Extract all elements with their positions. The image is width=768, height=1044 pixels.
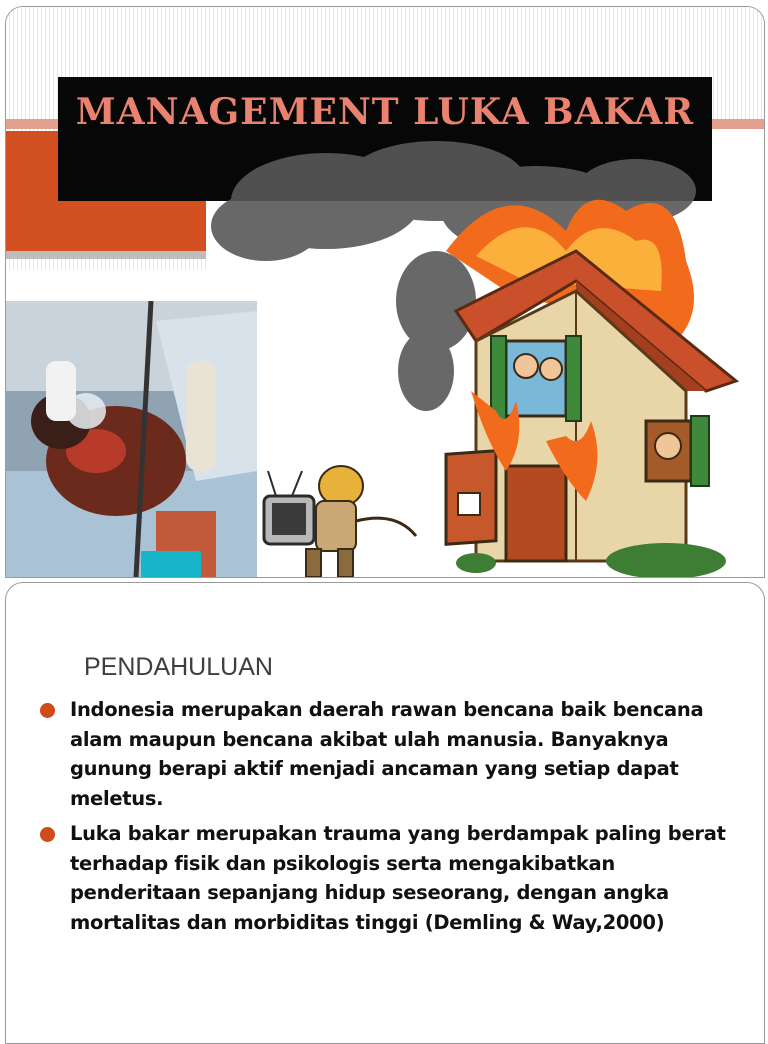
bullet-dot-icon: [40, 703, 55, 718]
list-item: [40, 819, 740, 937]
slide-title: MANAGEMENT LUKA BAKAR: [75, 91, 695, 133]
bullet-text: Luka bakar merupakan trauma yang berdampak paling berat terhadap fisik dan psikologis serta mengakibatkan penderitaan sepanjang hidup seseorang, dengan angka mortalitas dan morbiditas tinggi (Demling & Way,2000): [70, 822, 726, 934]
bullet-list: [40, 695, 740, 943]
content-slide: [5, 582, 765, 1044]
bullet-text: Indonesia merupakan daerah rawan bencana baik bencana alam maupun bencana akibat ulah manusia. Banyaknya gunung berapi aktif menjadi ancaman yang setiap dapat meletus.: [70, 698, 704, 810]
bullet-dot-icon: [40, 827, 55, 842]
burn-patient-photo: [6, 301, 257, 577]
list-item: [40, 695, 740, 813]
title-slide: [5, 6, 765, 578]
burning-house-illustration: [206, 141, 764, 577]
gray-accent-strip: [6, 251, 206, 259]
section-title: PENDAHULUAN: [84, 653, 273, 681]
